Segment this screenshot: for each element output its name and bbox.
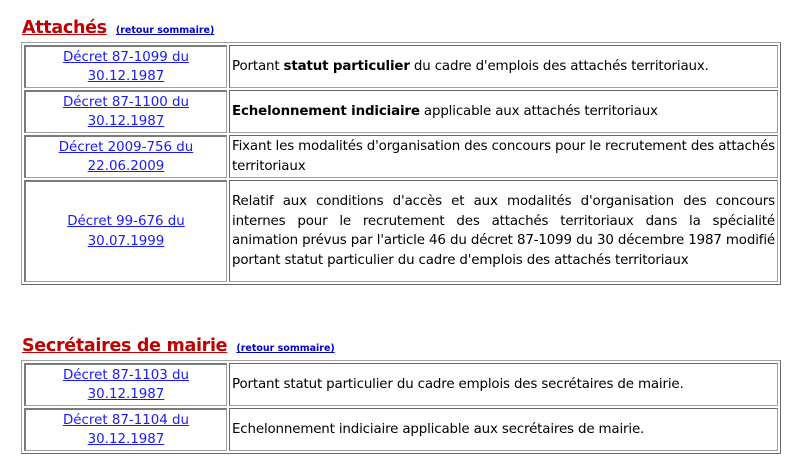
decrees-table <box>21 42 781 285</box>
decree-description: Fixant les modalités d'organisation des concours pour le recrutement des attachés territoriaux <box>229 135 778 178</box>
retour-sommaire-link[interactable]: (retour sommaire) <box>115 25 215 36</box>
table-row <box>24 408 778 451</box>
decree-ref-cell <box>24 180 227 282</box>
section-heading <box>22 336 782 360</box>
decree-link[interactable]: Décret 99-676 du 30.07.1999 <box>67 214 185 249</box>
table-row <box>24 135 778 178</box>
section-title: Attachés <box>22 18 107 38</box>
table-row <box>24 90 778 133</box>
table-row <box>24 180 778 282</box>
decree-link[interactable]: Décret 87-1104 du 30.12.1987 <box>62 412 190 447</box>
decree-ref-cell <box>24 363 227 406</box>
section-heading <box>22 18 782 42</box>
decree-link[interactable]: Décret 87-1103 du 30.12.1987 <box>62 367 190 402</box>
decree-link[interactable]: Décret 2009-756 du 22.06.2009 <box>58 139 194 174</box>
decree-description: Echelonnement indiciaire applicable aux secrétaires de mairie. <box>229 408 778 451</box>
decree-link[interactable]: Décret 87-1099 du 30.12.1987 <box>62 49 190 84</box>
section-secretaires-de-mairie <box>22 336 782 454</box>
decree-link[interactable]: Décret 87-1100 du 30.12.1987 <box>62 94 190 129</box>
decree-ref-cell <box>24 45 227 88</box>
decree-description: Portant statut particulier du cadre d'emplois des attachés territoriaux. <box>229 45 778 88</box>
section-attaches <box>22 18 782 285</box>
decrees-table <box>21 360 781 454</box>
decree-description: Portant statut particulier du cadre emplois des secrétaires de mairie. <box>229 363 778 406</box>
section-title: Secrétaires de mairie <box>22 336 228 356</box>
table-row <box>24 45 778 88</box>
decree-ref-cell <box>24 135 227 178</box>
retour-sommaire-link[interactable]: (retour sommaire) <box>236 343 335 354</box>
decree-ref-cell <box>24 408 227 451</box>
decree-description: Echelonnement indiciaire applicable aux attachés territoriaux <box>229 90 778 133</box>
decree-description: Relatif aux conditions d'accès et aux modalités d'organisation des concours internes pour le recrutement des attachés territoriaux dans la spécialité animation prévus par l'article 46 du décret 87-1099 du 30 décembre 1987 modifié portant statut particulier du cadre d'emplois des attachés territoriaux <box>229 180 778 282</box>
table-row <box>24 363 778 406</box>
decree-ref-cell <box>24 90 227 133</box>
